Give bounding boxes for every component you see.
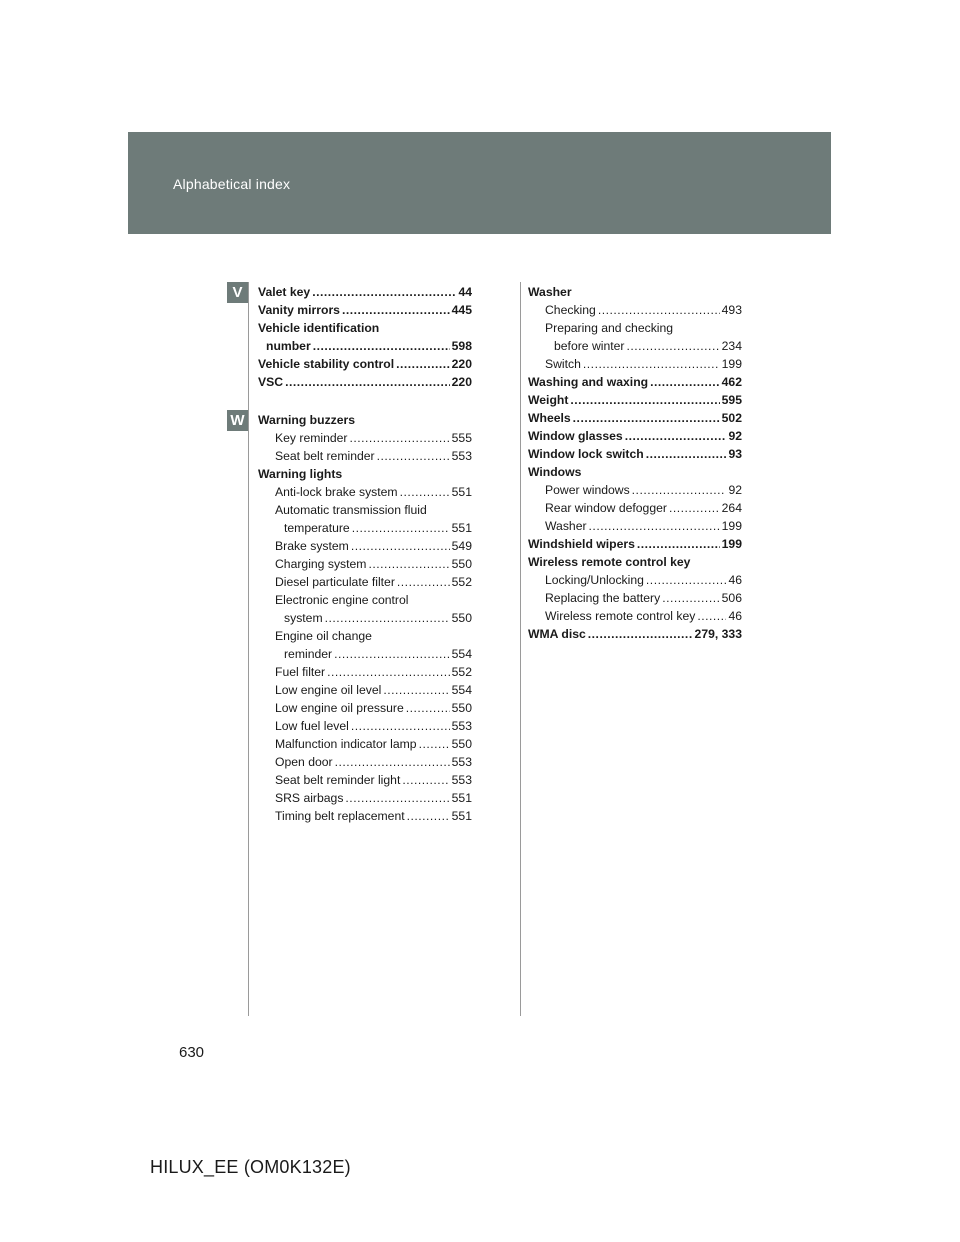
index-entry[interactable] — [258, 447, 472, 465]
index-column-left — [258, 283, 472, 825]
index-entry-page[interactable]: 553 — [451, 773, 472, 787]
index-entry[interactable] — [258, 753, 472, 771]
index-entry-label: Fuel filter — [275, 665, 326, 679]
index-entry-page[interactable]: 220 — [451, 375, 472, 389]
dot-leader — [637, 535, 720, 553]
index-entry-label: reminder — [284, 647, 333, 661]
index-entry[interactable] — [258, 319, 472, 337]
index-entry[interactable] — [528, 355, 742, 373]
index-entry[interactable] — [258, 627, 472, 645]
index-entry[interactable] — [528, 463, 742, 481]
index-entry-page[interactable]: 551 — [451, 521, 472, 535]
dot-leader — [697, 607, 726, 625]
dot-leader — [349, 429, 449, 447]
index-column-right — [528, 283, 742, 643]
dot-leader — [335, 753, 450, 771]
dot-leader — [312, 283, 456, 301]
index-entry-label: Power windows — [545, 483, 630, 497]
index-entry-label: Timing belt replacement — [275, 809, 405, 823]
index-entry[interactable] — [258, 373, 472, 391]
index-entry-page[interactable]: 551 — [451, 485, 472, 499]
dot-leader — [325, 609, 450, 627]
index-entry-label: Washer — [545, 519, 587, 533]
dot-leader — [352, 519, 450, 537]
index-entry-label: Window glasses — [528, 429, 623, 443]
index-entry-label: Rear window defogger — [545, 501, 667, 515]
index-entry[interactable] — [258, 501, 472, 519]
index-entry-label: Low engine oil level — [275, 683, 382, 697]
index-entry-label: Low engine oil pressure — [275, 701, 404, 715]
index-entry-label: Automatic transmission fluid — [275, 503, 427, 517]
index-entry-label: Vanity mirrors — [258, 303, 340, 317]
index-entry[interactable] — [528, 535, 742, 553]
index-entry-page[interactable]: 199 — [721, 537, 742, 551]
index-entry-label: Windows — [528, 465, 582, 479]
index-entry-label: Engine oil change — [275, 629, 372, 643]
dot-leader — [570, 391, 719, 409]
index-entry-page[interactable]: 550 — [451, 737, 472, 751]
index-entry-page[interactable]: 598 — [451, 339, 472, 353]
dot-leader — [662, 589, 719, 607]
index-entry[interactable] — [258, 645, 472, 663]
dot-leader — [646, 445, 727, 463]
index-entry[interactable] — [258, 429, 472, 447]
page-header — [128, 132, 831, 234]
index-entry-page[interactable]: 445 — [451, 303, 472, 317]
header-title: Alphabetical index — [173, 176, 291, 192]
index-entry-label: Washer — [528, 285, 572, 299]
index-entry-page[interactable]: 220 — [451, 357, 472, 371]
index-entry[interactable] — [258, 771, 472, 789]
index-entry-label: Weight — [528, 393, 569, 407]
index-entry[interactable] — [528, 625, 742, 643]
index-entry-label: Wheels — [528, 411, 571, 425]
index-entry[interactable] — [528, 607, 742, 625]
dot-leader — [327, 663, 450, 681]
index-entry-label: Open door — [275, 755, 333, 769]
index-entry-page[interactable]: 493 — [721, 303, 742, 317]
index-entry-page[interactable]: 550 — [451, 611, 472, 625]
dot-leader — [588, 625, 693, 643]
index-entry[interactable] — [258, 717, 472, 735]
index-entry-page[interactable]: 551 — [451, 791, 472, 805]
index-entry-page[interactable]: 554 — [451, 683, 472, 697]
index-entry-label: Seat belt reminder light — [275, 773, 401, 787]
index-entry-label: system — [284, 611, 323, 625]
index-entry-label: Valet key — [258, 285, 311, 299]
index-entry-page[interactable]: 550 — [451, 701, 472, 715]
index-entry-label: Warning buzzers — [258, 413, 356, 427]
column-divider-middle — [520, 282, 521, 1016]
index-entry-label: Diesel particulate filter — [275, 575, 395, 589]
index-entry-label: Preparing and checking — [545, 321, 674, 335]
index-entry[interactable] — [528, 301, 742, 319]
dot-leader — [383, 681, 449, 699]
dot-leader — [377, 447, 450, 465]
dot-leader — [419, 735, 450, 753]
index-entry-page[interactable]: 93 — [728, 447, 742, 461]
index-entry-page[interactable]: 553 — [451, 719, 472, 733]
index-entry-label: Wireless remote control key — [528, 555, 691, 569]
index-entry[interactable] — [528, 445, 742, 463]
index-entry[interactable] — [258, 337, 472, 355]
column-divider-left — [248, 282, 249, 1016]
index-entry-label: Charging system — [275, 557, 367, 571]
index-entry-label: Anti-lock brake system — [275, 485, 398, 499]
index-entry-page[interactable]: 554 — [451, 647, 472, 661]
dot-leader — [396, 355, 450, 373]
dot-leader — [334, 645, 450, 663]
index-entry-label: Window lock switch — [528, 447, 644, 461]
index-entry[interactable] — [258, 465, 472, 483]
index-entry-label: SRS airbags — [275, 791, 344, 805]
dot-leader — [406, 699, 450, 717]
dot-leader — [646, 571, 727, 589]
index-entry[interactable] — [258, 681, 472, 699]
index-entry-page[interactable]: 552 — [451, 575, 472, 589]
index-entry[interactable] — [258, 699, 472, 717]
index-entry-page[interactable]: 462 — [721, 375, 742, 389]
dot-leader — [589, 517, 720, 535]
dot-leader — [400, 483, 450, 501]
document-footer: HILUX_EE (OM0K132E) — [150, 1157, 351, 1177]
dot-leader — [583, 355, 720, 373]
index-entry[interactable] — [528, 391, 742, 409]
index-entry-label: temperature — [284, 521, 350, 535]
dot-leader — [632, 481, 727, 499]
index-entry[interactable] — [528, 319, 742, 337]
index-entry[interactable] — [258, 555, 472, 573]
dot-leader — [368, 555, 449, 573]
index-entry[interactable] — [528, 283, 742, 301]
index-entry[interactable] — [258, 591, 472, 609]
index-tab-w: W — [227, 410, 248, 431]
index-entry-label: Electronic engine control — [275, 593, 409, 607]
index-entry[interactable] — [528, 481, 742, 499]
dot-leader — [650, 373, 720, 391]
index-entry-label: Brake system — [275, 539, 349, 553]
index-entry-label: Switch — [545, 357, 581, 371]
index-entry[interactable] — [258, 519, 472, 537]
index-entry[interactable] — [258, 355, 472, 373]
dot-leader — [669, 499, 720, 517]
index-entry-page[interactable]: 92 — [728, 483, 742, 497]
dot-leader — [313, 337, 450, 355]
index-entry-label: Replacing the battery — [545, 591, 661, 605]
index-entry-page[interactable]: 234 — [721, 339, 742, 353]
index-entry-page[interactable]: 502 — [721, 411, 742, 425]
dot-leader — [351, 537, 450, 555]
index-entry-label: Warning lights — [258, 467, 343, 481]
dot-leader — [407, 807, 450, 825]
index-entry[interactable] — [528, 553, 742, 571]
index-entry[interactable] — [258, 609, 472, 627]
page-number: 630 — [179, 1044, 205, 1061]
section-gap — [258, 391, 472, 411]
index-entry[interactable] — [258, 537, 472, 555]
index-entry-page[interactable]: 552 — [451, 665, 472, 679]
index-entry-page[interactable]: 595 — [721, 393, 742, 407]
dot-leader — [342, 301, 450, 319]
index-entry[interactable] — [528, 517, 742, 535]
index-entry-label: Checking — [545, 303, 596, 317]
index-entry-label: Vehicle identification — [258, 321, 380, 335]
index-entry-page[interactable]: 46 — [728, 609, 742, 623]
index-entry-label: Malfunction indicator lamp — [275, 737, 417, 751]
index-entry-label: WMA disc — [528, 627, 586, 641]
index-entry[interactable] — [528, 337, 742, 355]
index-entry[interactable] — [258, 807, 472, 825]
index-tab-v: V — [227, 282, 248, 303]
index-entry-label: number — [266, 339, 311, 353]
index-entry-label: Low fuel level — [275, 719, 349, 733]
index-entry[interactable] — [528, 499, 742, 517]
dot-leader — [626, 337, 719, 355]
index-entry-page[interactable]: 555 — [451, 431, 472, 445]
dot-leader — [625, 427, 727, 445]
index-entry[interactable] — [258, 483, 472, 501]
index-entry-page[interactable]: 92 — [728, 429, 742, 443]
index-entry[interactable] — [528, 427, 742, 445]
index-entry[interactable] — [258, 301, 472, 319]
dot-leader — [345, 789, 449, 807]
index-entry[interactable] — [258, 411, 472, 429]
index-entry-label: Key reminder — [275, 431, 348, 445]
index-entry-label: Washing and waxing — [528, 375, 649, 389]
dot-leader — [285, 373, 450, 391]
index-entry-label: before winter — [554, 339, 625, 353]
index-entry[interactable] — [528, 409, 742, 427]
index-entry-page[interactable]: 44 — [458, 285, 472, 299]
index-entry-page[interactable]: 551 — [451, 809, 472, 823]
index-entry-label: Seat belt reminder — [275, 449, 375, 463]
index-entry-page[interactable]: 264 — [721, 501, 742, 515]
dot-leader — [402, 771, 449, 789]
index-entry-page[interactable]: 553 — [451, 449, 472, 463]
index-entry[interactable] — [528, 571, 742, 589]
index-entry-page[interactable]: 199 — [721, 519, 742, 533]
index-entry-label: VSC — [258, 375, 284, 389]
index-entry-label: Vehicle stability control — [258, 357, 395, 371]
index-entry-page[interactable]: 199 — [721, 357, 742, 371]
index-entry-page[interactable]: 46 — [728, 573, 742, 587]
dot-leader — [573, 409, 720, 427]
index-entry-page[interactable]: 279, 333 — [694, 627, 742, 641]
dot-leader — [397, 573, 450, 591]
index-entry[interactable] — [258, 663, 472, 681]
index-entry[interactable] — [258, 283, 472, 301]
index-entry-page[interactable]: 553 — [451, 755, 472, 769]
index-entry[interactable] — [528, 373, 742, 391]
index-entry-page[interactable]: 506 — [721, 591, 742, 605]
index-entry[interactable] — [258, 573, 472, 591]
index-entry-page[interactable]: 550 — [451, 557, 472, 571]
index-entry-label: Wireless remote control key — [545, 609, 696, 623]
index-entry-label: Windshield wipers — [528, 537, 635, 551]
index-entry-label: Locking/Unlocking — [545, 573, 644, 587]
index-entry[interactable] — [258, 735, 472, 753]
index-entry[interactable] — [258, 789, 472, 807]
dot-leader — [598, 301, 720, 319]
index-entry[interactable] — [528, 589, 742, 607]
index-entry-page[interactable]: 549 — [451, 539, 472, 553]
dot-leader — [351, 717, 450, 735]
